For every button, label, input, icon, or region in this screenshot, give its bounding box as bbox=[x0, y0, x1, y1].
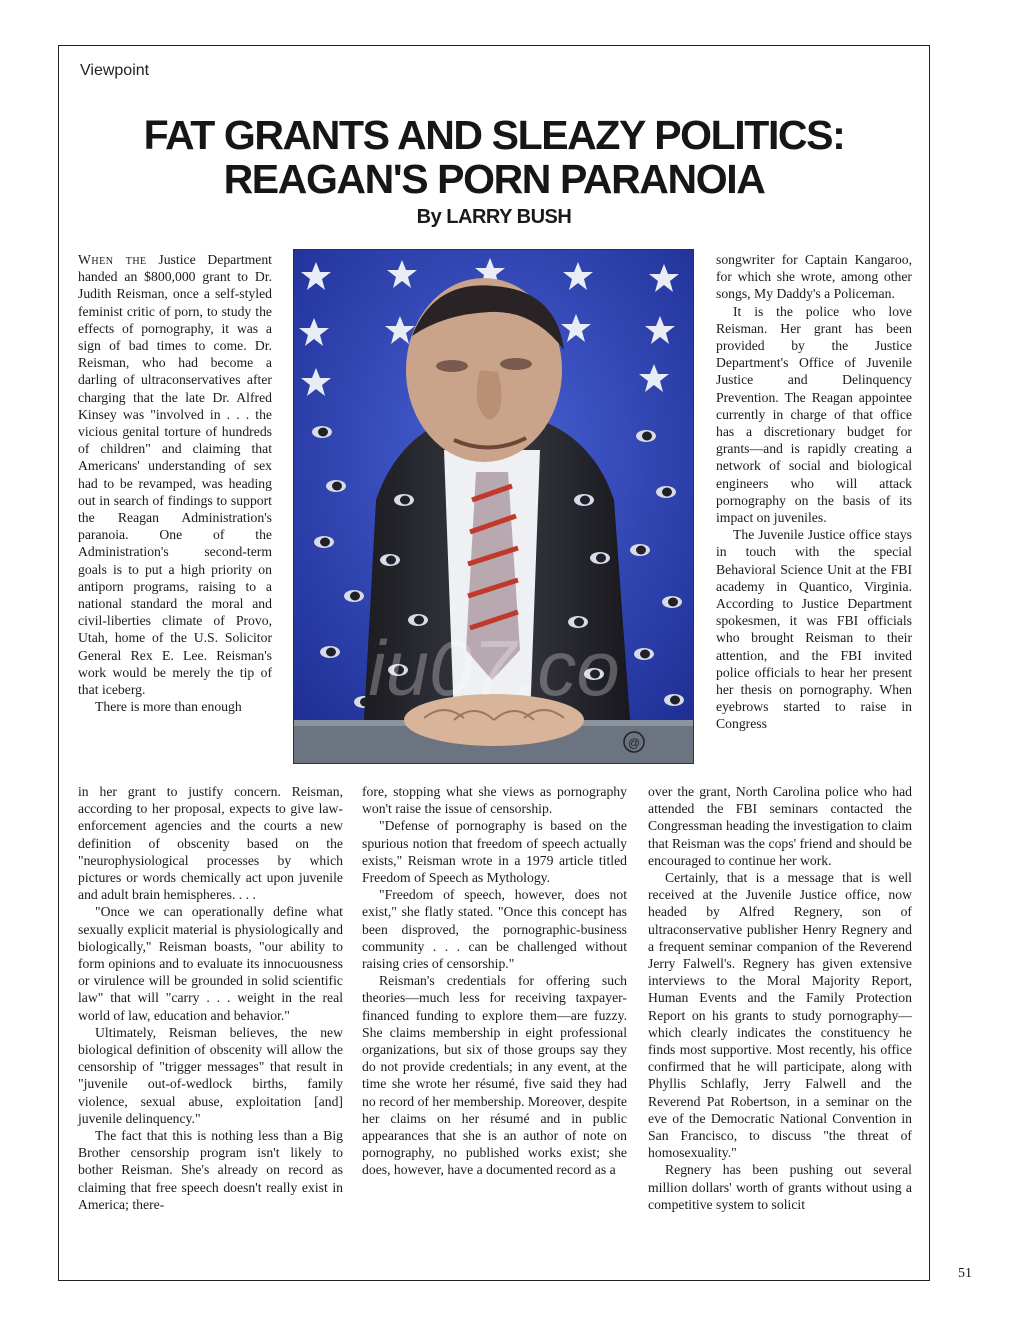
column-1-bottom bbox=[78, 783, 343, 1213]
paragraph: songwriter for Captain Kangaroo, for which she wrote, among other songs, My Daddy's a Policeman. bbox=[716, 252, 912, 302]
illustration-art bbox=[294, 250, 694, 764]
paragraph: "Freedom of speech, however, does not exist," she flatly stated. "Once this concept has been disproved, the pornographic-business community . . . can be challenged without raising cries of censorship." bbox=[362, 887, 627, 972]
byline: By LARRY BUSH bbox=[416, 206, 572, 228]
headline-line-2: REAGAN'S PORN PARANOIA bbox=[223, 156, 765, 202]
paragraph: in her grant to justify concern. Reisman, according to her proposal, expects to give law-enforcement agencies and the courts a new definition of obscenity based on the "neurophysiological processes by which pictures or words chemically act upon juvenile and adult brain hemispheres. . . . bbox=[78, 784, 343, 903]
paragraph: The fact that this is nothing less than a Big Brother censorship program isn't likely to bother Reisman. She's already on record as claiming that free speech doesn't really exist in America; there- bbox=[78, 1128, 343, 1212]
paragraph: Reisman's credentials for offering such theories—much less for receiving taxpayer-financed funding to explore them—are fuzzy. She claims membership in eight professional organizations, but six of those groups say they do not provide credentials; in any event, at the time she wrote her résumé, five said they had no record of her membership. Moreover, despite her claims on her résumé and in public appearances that she is an author of note on pornography, no published works exist; she does, however, have a documented record as a bbox=[362, 973, 627, 1178]
caricature-illustration bbox=[293, 249, 694, 764]
paragraph: over the grant, North Carolina police who had attended the FBI seminars contacted the Congressman heading the investigation to claim that Reisman was the cops' friend and should be encouraged to continue her work. bbox=[648, 784, 912, 868]
paragraph: Ultimately, Reisman believes, the new biological definition of obscenity will allow the censorship of "trigger messages" that result in "juvenile out-of-wedlock births, family violence, sexual abuse, exploitation [and] juvenile delinquency." bbox=[78, 1024, 343, 1126]
paragraph: "Defense of pornography is based on the spurious notion that freedom of speech actually exists," Reisman wrote in a 1979 article titled Freedom of Speech as Mythology. bbox=[362, 818, 627, 886]
headline-line-1: FAT GRANTS AND SLEAZY POLITICS: bbox=[143, 112, 845, 158]
page-number: 51 bbox=[958, 1266, 972, 1281]
lead-in: When the bbox=[78, 252, 147, 267]
column-1-top bbox=[78, 251, 272, 715]
paragraph: fore, stopping what she views as pornography won't raise the issue of censorship. bbox=[362, 784, 627, 817]
column-2 bbox=[362, 783, 627, 1179]
watermark: iu07.co bbox=[368, 624, 620, 712]
section-label: Viewpoint bbox=[80, 62, 150, 79]
paragraph: It is the police who love Reisman. Her grant has been provided by the Justice Department's Office of Juvenile Justice and Delinquency Prevention. The Reagan appointee currently in charge of that office has a discretionary budget for grants—and is rapidly creating a network of social and biological engineers who will attack pornography on the basis of its impact on juveniles. bbox=[716, 303, 912, 526]
paragraph: Regnery has been pushing out several million dollars' worth of grants without using a competitive system to solicit bbox=[648, 1162, 912, 1212]
paragraph: When the Justice Department handed an $800,000 grant to Dr. Judith Reisman, once a self-styled feminist critic of porn, to study the effects of pornography, it was a sign of bad times to come. Dr. Reisman, who had become a darling of ultraconservatives after charging that the late Dr. Alfred Kinsey was "involved in . . . the vicious genital torture of hundreds of children" and claiming that Americans' understanding of sex had to be revamped, was heading out in search of findings to support the Reagan Administration's paranoia. One of the Administration's second-term goals is to put a high priority on antiporn programs, raising to a national standard the moral and civil-liberties climate of Provo, Utah, home of the U.S. Solicitor General Rex E. Lee. Reisman's work would be merely the tip of that iceberg. bbox=[78, 252, 272, 698]
artist-signature: @ bbox=[627, 736, 641, 750]
paragraph: The Juvenile Justice office stays in touch with the special Behavioral Science Unit at the FBI academy in Quantico, Virginia. According to Justice Department spokesmen, it was FBI officials who brought Reisman to their attention, and the FBI invited police officials to hear her present her thesis on pornography. When eyebrows started to raise in Congress bbox=[716, 527, 912, 732]
column-3-top bbox=[716, 251, 912, 733]
column-3-bottom bbox=[648, 783, 912, 1213]
paragraph: "Once we can operationally define what sexually explicit material is physiologically and biologically," Reisman boasts, "our ability to form opinions and to evaluate its innocuousness or virulence will be grounded in solid scientific law" that will "carry . . . weight in the real world of law, education and behavior." bbox=[78, 904, 343, 1023]
paragraph: There is more than enough bbox=[95, 699, 242, 715]
paragraph: Certainly, that is a message that is well received at the Juvenile Justice office, now headed by Alfred Regnery, son of ultraconservative publisher Henry Regnery and a frequent seminar companion of the Reverend Jerry Falwell's. Regnery has given extensive interviews to the Moral Majority Report, Human Events and the Family Protection Report on his grants to study pornography—which clearly indicates the constituency he finds most supportive. Most recently, his office confirmed that he will participate, along with Phyllis Schlafly, Jerry Falwell and the Reverend Pat Robertson, in a seminar on the eve of the Democratic National Convention in San Francisco, to discuss "the threat of homosexuality." bbox=[648, 870, 912, 1161]
